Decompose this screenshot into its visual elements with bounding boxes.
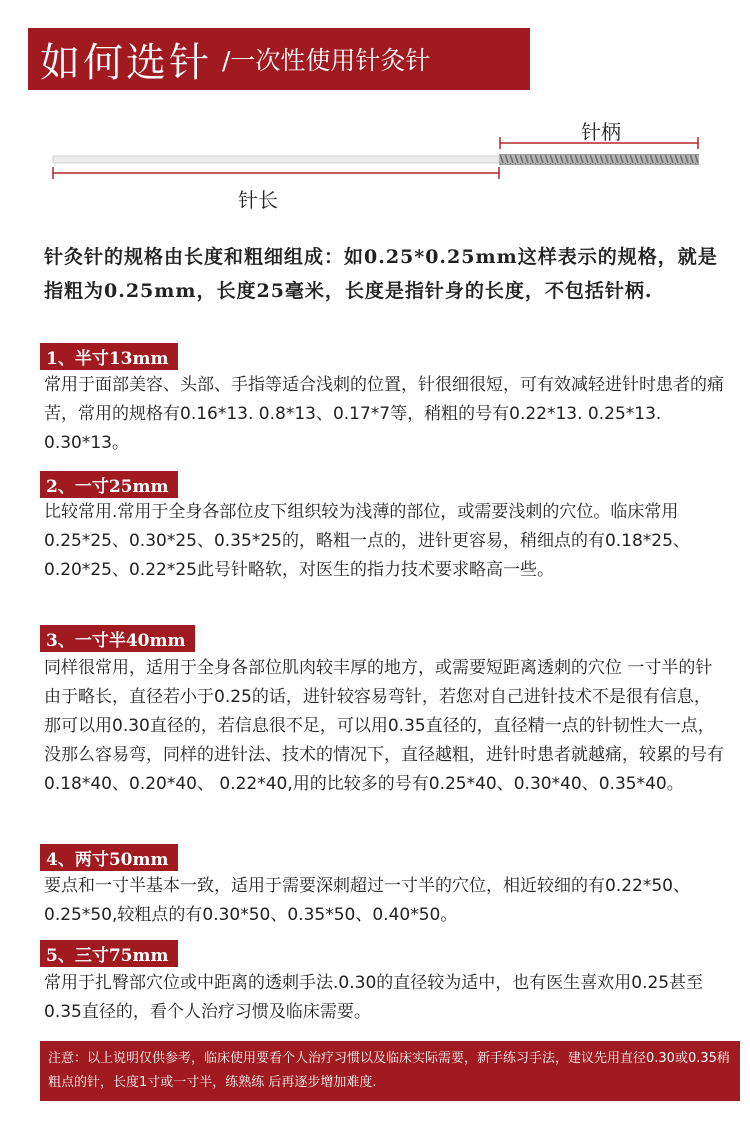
section-body-one-cun: 比较常用.常用于全身各部位皮下组织较为浅薄的部位，或需要浅刺的穴位。临床常用0.25*25、0.30*25、0.35*25的，略粗一点的，进针更容易，稍细点的有0.18*25、0.20*25、0.22*25此号针略软，对医生的指力技术要求略高一些。 bbox=[44, 502, 690, 580]
section-body-two-cun: 要点和一寸半基本一致，适用于需要深刺超过一寸半的穴位，相近较细的有0.22*50、0.25*50,较粗点的有0.30*50、0.35*50、0.40*50。 bbox=[44, 876, 690, 925]
page-subtitle: /一次性使用针灸针 bbox=[222, 46, 431, 75]
section-body-three-cun: 常用于扎臀部穴位或中距离的透刺手法.0.30的直径较为适中，也有医生喜欢用0.25甚至0.35直径的，看个人治疗习惯及临床需要。 bbox=[44, 973, 704, 1022]
needle-illustration bbox=[0, 100, 750, 230]
needle-diagram bbox=[0, 100, 750, 230]
page-title: 如何选针 bbox=[40, 39, 212, 86]
notice-box: 注意：以上说明仅供参考，临床使用要看个人治疗习惯以及临床实际需要，新手练习手法，建议先用直径0.30或0.35稍粗点的针，长度1寸或一寸半，练熟练 后再逐步增加难度. bbox=[40, 1041, 740, 1101]
section-label-one-half-cun: 3、一寸半40mm bbox=[40, 625, 195, 652]
section-label-two-cun: 4、两寸50mm bbox=[40, 844, 178, 871]
section-body-one-half-cun: 同样很常用，适用于全身各部位肌肉较丰厚的地方，或需要短距离透刺的穴位 一寸半的针由于略长，直径若小于0.25的话，进针较容易弯针，若您对自己进针技术不是很有信息，那可以用0.30直径的，若信息很不足，可以用0.35直径的，直径精一点的针韧性大一点，没那么容易弯，同样的进针法、技术的情况下，直径越粗，进针时患者就越痛，较累的号有0.18*40、0.20*40、 0.22*40,用的比较多的号有0.25*40、0.30*40、0.35*40。 bbox=[44, 658, 724, 794]
intro-paragraph: 针灸针的规格由长度和粗细组成：如0.25*0.25mm这样表示的规格，就是指粗为0.25mm，长度25毫米，长度是指针身的长度，不包括针柄. bbox=[44, 246, 718, 302]
title-banner bbox=[28, 28, 530, 90]
section-label-one-cun: 2、一寸25mm bbox=[40, 471, 178, 498]
section-label-half-cun: 1、半寸13mm bbox=[40, 343, 178, 370]
needle-handle-coil bbox=[499, 155, 699, 164]
handle-label: 针柄 bbox=[581, 120, 621, 144]
section-body-half-cun: 常用于面部美容、头部、手指等适合浅刺的位置，针很细很短，可有效减轻进针时患者的痛苦，常用的规格有0.16*13. 0.8*13、0.17*7等，稍粗的号有0.22*13. 0.25*13. 0.30*13。 bbox=[44, 375, 724, 453]
length-label: 针长 bbox=[238, 188, 278, 212]
section-label-three-cun: 5、三寸75mm bbox=[40, 940, 178, 967]
needle-shaft bbox=[53, 156, 499, 163]
